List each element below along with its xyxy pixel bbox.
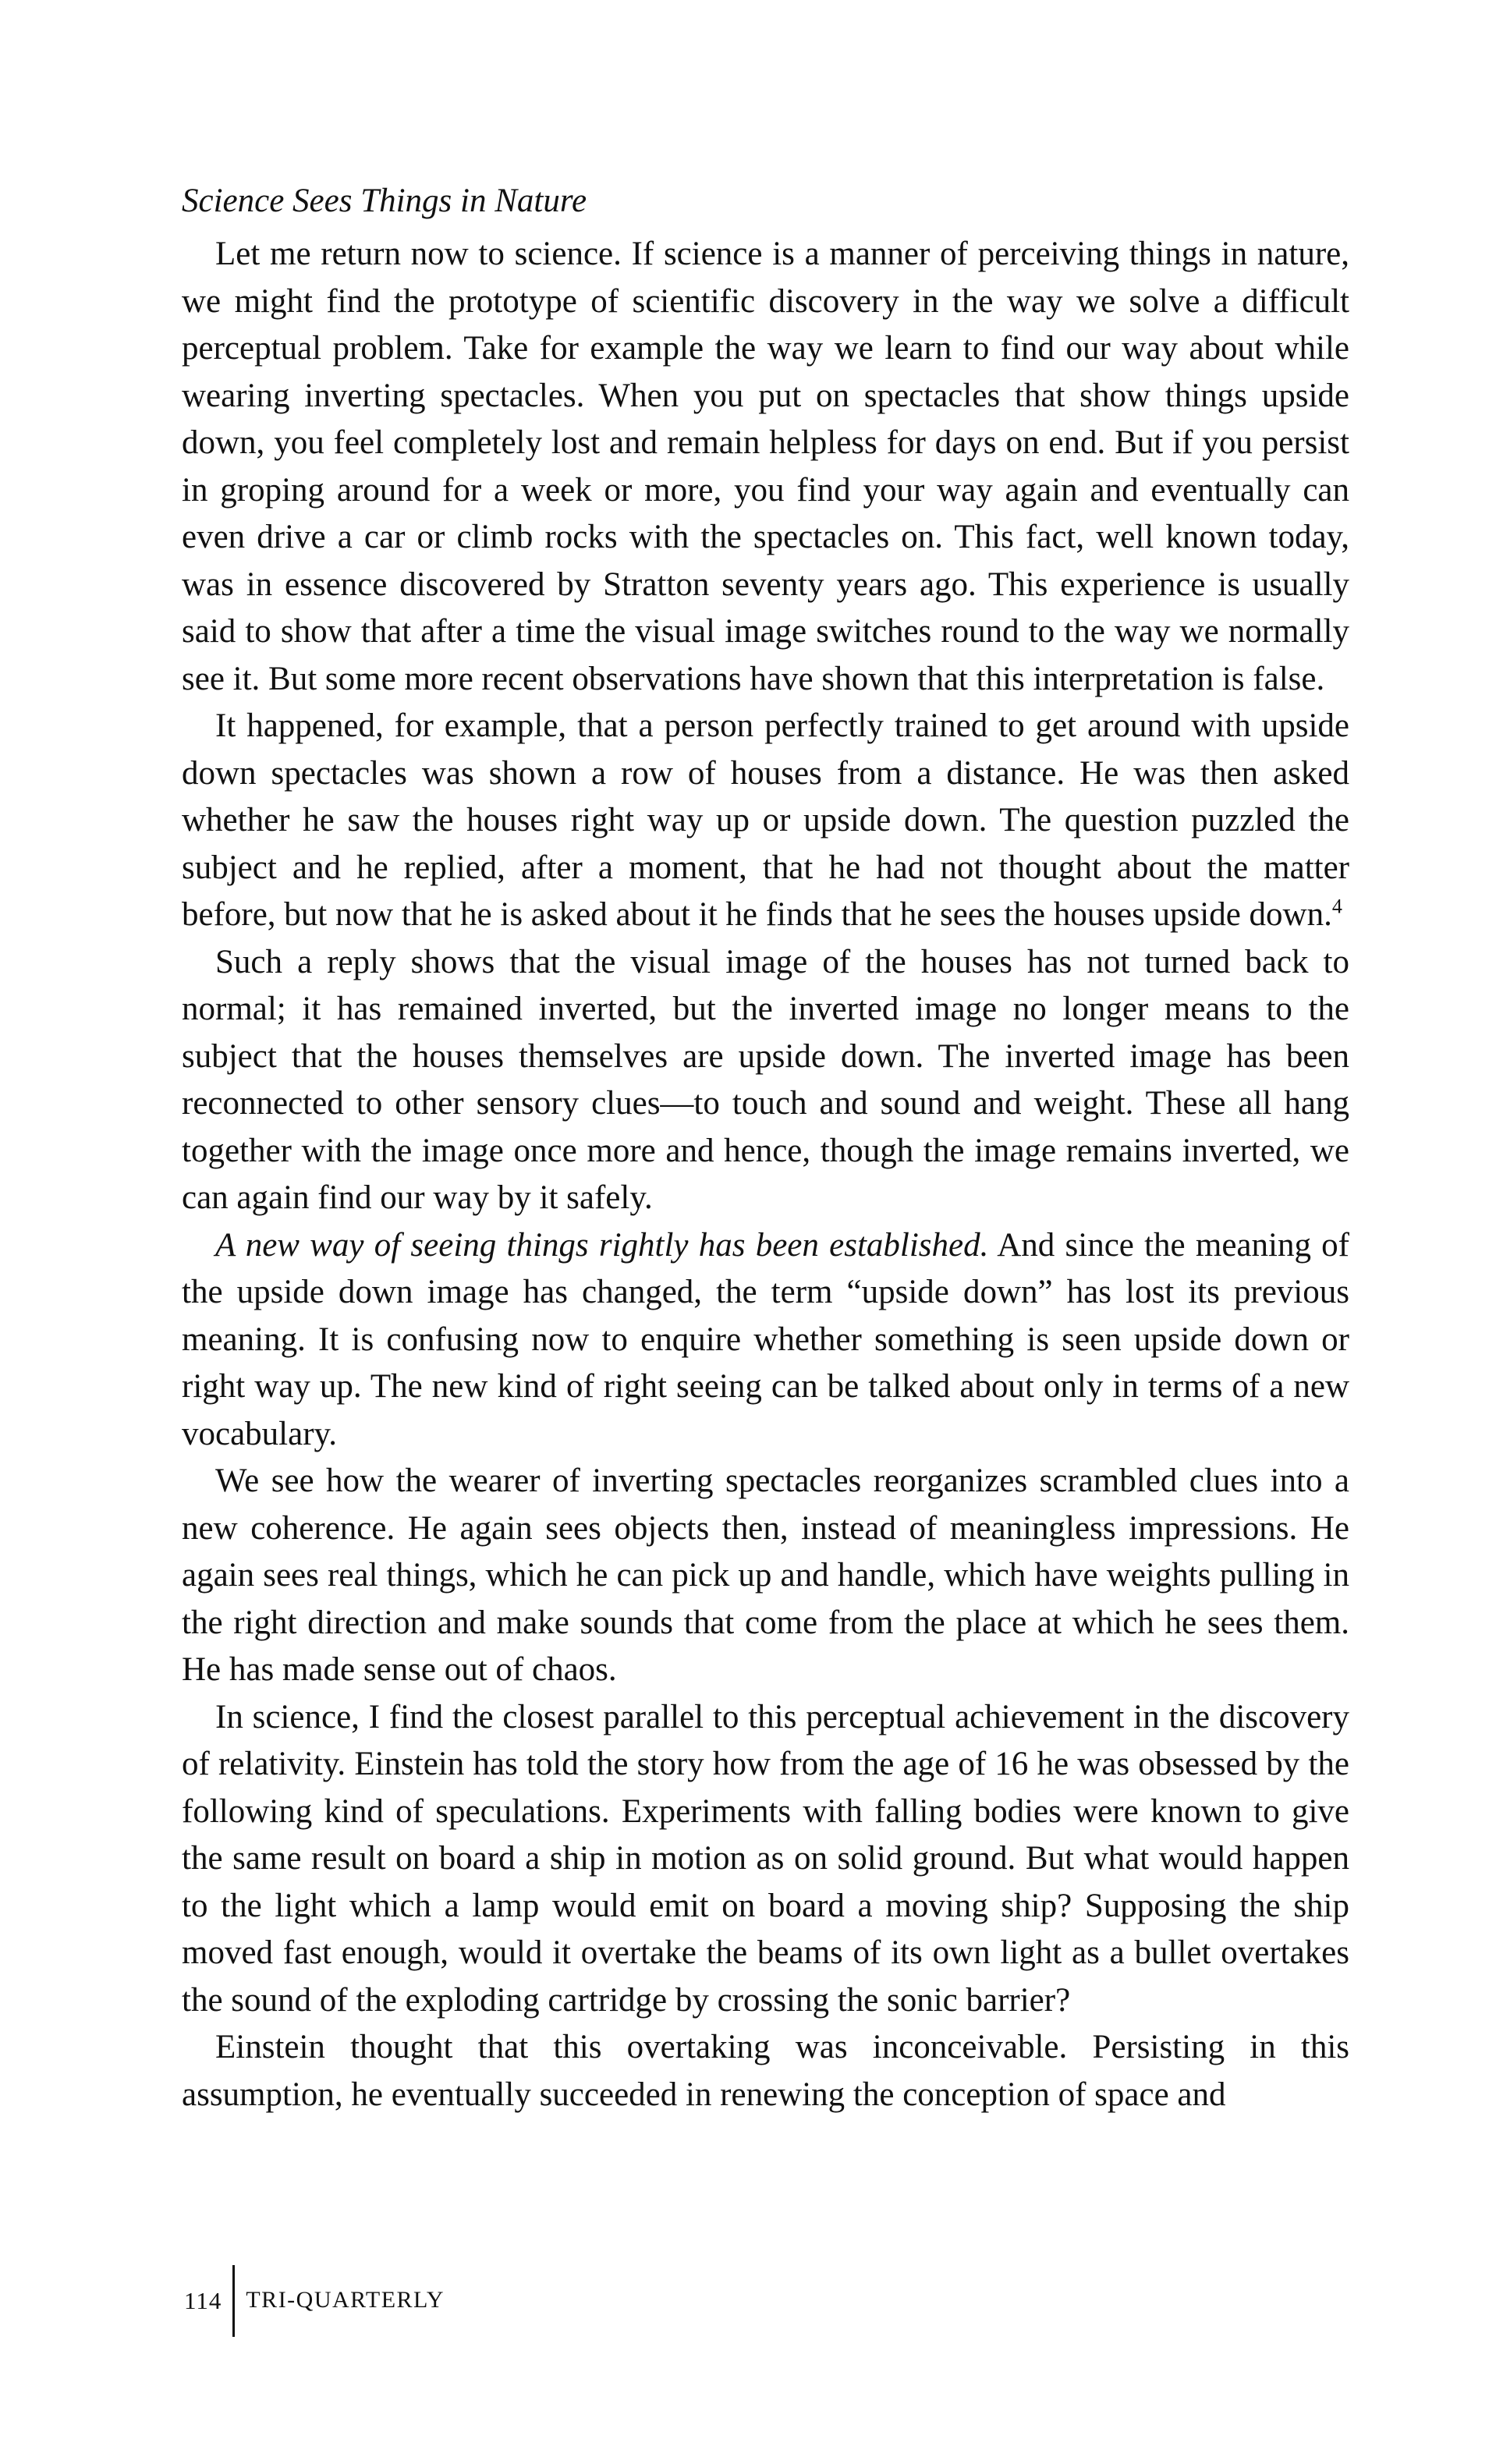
paragraph-4-emphasis: A new way of seeing things rightly has been established. <box>215 1226 989 1264</box>
paragraph-7 <box>182 2024 1349 2118</box>
paragraph-3-text: Such a reply shows that the visual image of the houses has not turned back to normal; it has remained inverted, but the inverted image no longer means to the subject that the houses themselves are upside down. The inverted image has been reconnected to other sensory clues—to touch and sound and weight. These all hang together with the image once more and hence, though the image remains inverted, we can again find our way by it safely. <box>182 943 1349 1216</box>
paragraph-6-text: In science, I find the closest parallel to this perceptual achievement in the discovery of relativity. Einstein has told the story how from the age of 16 he was obsessed by the following kind of speculations. Experiments with falling bodies were known to give the same result on board a ship in motion as on solid ground. But what would happen to the light which a lamp would emit on board a moving ship? Supposing the ship moved fast enough, would it overtake the beams of its own light as a bullet overtakes the sound of the exploding cartridge by crossing the sonic barrier? <box>182 1698 1349 2019</box>
page-footer <box>184 2265 445 2335</box>
journal-title: TRI-QUARTERLY <box>246 2287 445 2313</box>
paragraph-4 <box>182 1222 1349 1459</box>
paragraph-2 <box>182 703 1349 939</box>
paragraph-6 <box>182 1694 1349 2025</box>
section-heading: Science Sees Things in Nature <box>182 183 587 219</box>
paragraph-7-text: Einstein thought that this overtaking was inconceivable. Persisting in this assumption, he eventually succeeded in renewing the conception of space and <box>182 2029 1349 2113</box>
paragraph-5 <box>182 1458 1349 1694</box>
page-number: 114 <box>184 2287 222 2314</box>
paragraph-2-text: It happened, for example, that a person perfectly trained to get around with upside down spectacles was shown a row of houses from a distance. He was then asked whether he saw the houses right way up or upside down. The question puzzled the subject and he replied, after a moment, that he had not thought about the matter before, but now that he is asked about it he finds that he sees the houses upside down. <box>182 707 1349 933</box>
footnote-marker: 4 <box>1331 895 1342 918</box>
paragraph-1 <box>182 231 1349 703</box>
paragraph-1-text: Let me return now to science. If science is a manner of perceiving things in nature, we might find the prototype of scientific discovery in the way we solve a difficult perceptual problem. Take for example the way we learn to find our way about while wearing inverting spectacles. When you put on spectacles that show things upside down, you feel completely lost and remain helpless for days on end. But if you persist in groping around for a week or more, you find your way again and eventually can even drive a car or climb rocks with the spectacles on. This fact, well known today, was in essence discovered by Stratton seventy years ago. This experience is usually said to show that after a time the visual image switches round to the way we normally see it. But some more recent observations have shown that this interpretation is false. <box>182 236 1349 697</box>
body-text <box>182 178 1349 2118</box>
paragraph-5-text: We see how the wearer of inverting spectacles reorganizes scrambled clues into a new coherence. He again sees objects then, instead of meaningless impressions. He again sees real things, which he can pick up and handle, which have weights pulling in the right direction and make sounds that come from the place at which he sees them. He has made sense out of chaos. <box>182 1462 1349 1688</box>
paragraph-3 <box>182 939 1349 1222</box>
paragraph-4-text: And since the meaning of the upside down image has changed, the term “upside down” has lost its previous meaning. It is confusing now to enquire whether something is seen upside down or right way up. The new kind of right seeing can be talked about only in terms of a new vocabulary. <box>182 1226 1350 1452</box>
